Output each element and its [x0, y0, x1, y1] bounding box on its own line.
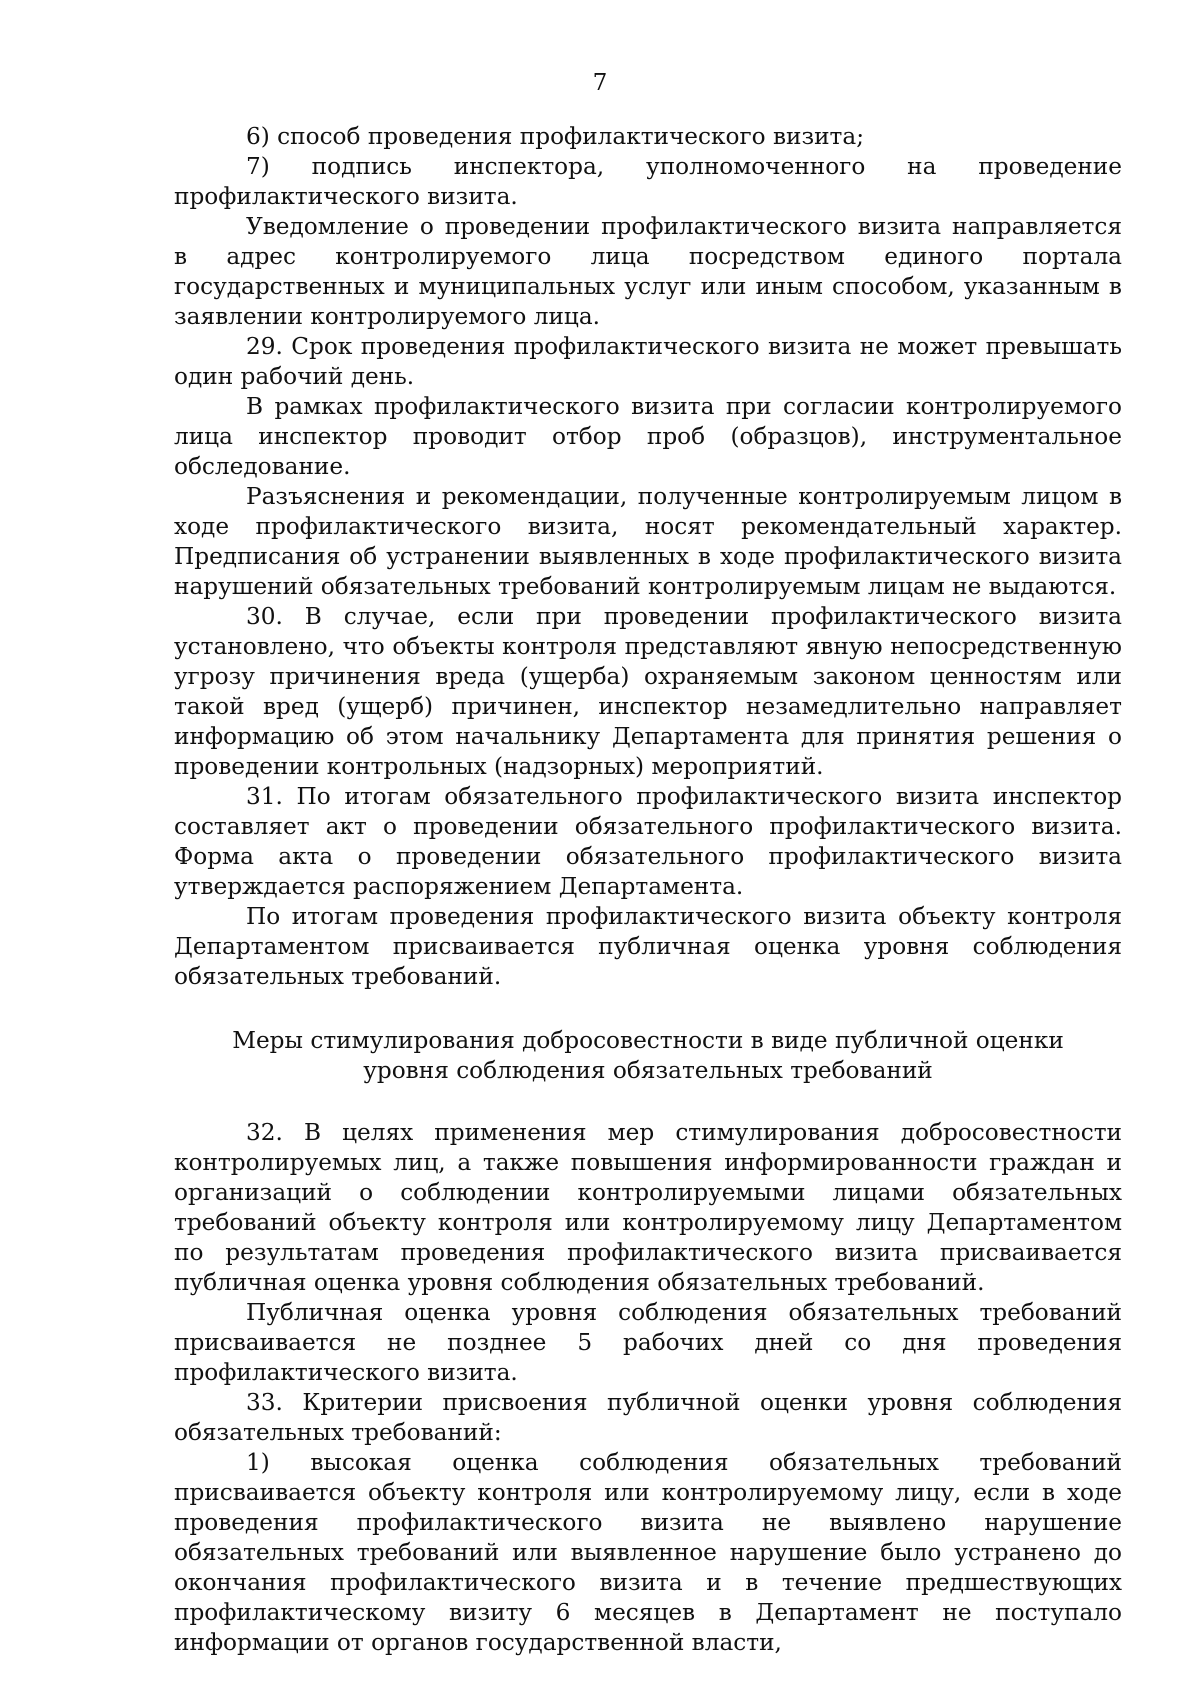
section-heading-line: уровня соблюдения обязательных требований: [363, 1057, 933, 1084]
paragraph: Публичная оценка уровня соблюдения обязательных требований присваивается не позднее 5 рабочих дней со дня проведения профилактического визита.: [174, 1299, 1122, 1386]
paragraph: 31. По итогам обязательного профилактического визита инспектор составляет акт о проведении обязательного профилактического визита. Форма акта о проведении обязательного профилактического визита утверждается распоряжением Департамента.: [174, 783, 1122, 900]
document-body: [174, 122, 1122, 1658]
paragraph: 32. В целях применения мер стимулирования добросовестности контролируемых лиц, а также повышения информированности граждан и организаций о соблюдении контролируемыми лицами обязательных требований объекту контроля или контролируемому лицу Департаментом по результатам проведения профилактического визита присваивается публичная оценка уровня соблюдения обязательных требований.: [174, 1119, 1122, 1296]
paragraph: 29. Срок проведения профилактического визита не может превышать один рабочий день.: [174, 333, 1122, 390]
section-heading-line: Меры стимулирования добросовестности в виде публичной оценки: [232, 1027, 1064, 1054]
page-number: 7: [592, 69, 608, 96]
paragraph: 30. В случае, если при проведении профилактического визита установлено, что объекты контроля представляют явную непосредственную угрозу причинения вреда (ущерба) охраняемым законом ценностям или такой вред (ущерб) причинен, инспектор незамедлительно направляет информацию об этом начальнику Департамента для принятия решения о проведении контрольных (надзорных) мероприятий.: [174, 603, 1122, 780]
paragraph: 6) способ проведения профилактического визита;: [246, 123, 865, 150]
paragraph: 7) подпись инспектора, уполномоченного на проведение профилактического визита.: [174, 153, 1122, 210]
paragraph: 33. Критерии присвоения публичной оценки уровня соблюдения обязательных требований:: [174, 1389, 1122, 1446]
paragraph: 1) высокая оценка соблюдения обязательных требований присваивается объекту контроля или контролируемому лицу, если в ходе проведения профилактического визита не выявлено нарушение обязательных требований или выявленное нарушение было устранено до окончания профилактического визита и в течение предшествующих профилактическому визиту 6 месяцев в Департамент не поступало информации от органов государственной власти,: [174, 1449, 1122, 1656]
section-heading: [174, 1026, 1122, 1086]
paragraph: Разъяснения и рекомендации, полученные контролируемым лицом в ходе профилактического визита, носят рекомендательный характер. Предписания об устранении выявленных в ходе профилактического визита нарушений обязательных требований контролируемым лицам не выдаются.: [174, 483, 1122, 600]
paragraph: По итогам проведения профилактического визита объекту контроля Департаментом присваивается публичная оценка уровня соблюдения обязательных требований.: [174, 903, 1122, 990]
paragraph: В рамках профилактического визита при согласии контролируемого лица инспектор проводит отбор проб (образцов), инструментальное обследование.: [174, 393, 1122, 480]
paragraph: Уведомление о проведении профилактического визита направляется в адрес контролируемого лица посредством единого портала государственных и муниципальных услуг или иным способом, указанным в заявлении контролируемого лица.: [174, 213, 1122, 330]
